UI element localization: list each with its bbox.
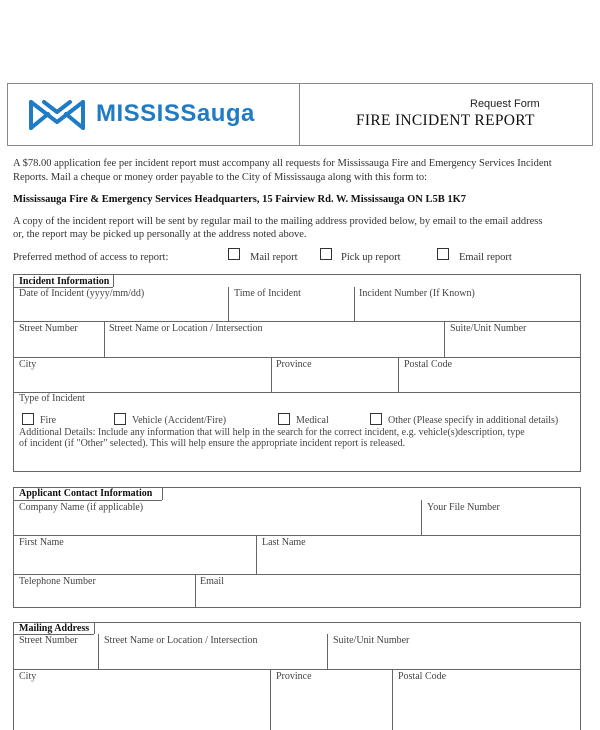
- file-number-field[interactable]: Your File Number: [427, 502, 500, 513]
- access-method-label: Preferred method of access to report:: [13, 252, 169, 263]
- row1-bottom-line: [13, 321, 581, 322]
- form-type-label: Request Form: [470, 98, 540, 110]
- page-title: FIRE INCIDENT REPORT: [356, 112, 535, 129]
- fee-text-line1: A $78.00 application fee per incident report must accompany all requests for Mississauga Fire and Emergency Services Incident: [13, 158, 552, 169]
- mailing-street-name-field[interactable]: Street Name or Location / Intersection: [104, 635, 258, 646]
- type-fire-checkbox[interactable]: [22, 413, 34, 425]
- row1-divider-a: [228, 287, 229, 321]
- mailing-street-number-field[interactable]: Street Number: [19, 635, 78, 646]
- row2-divider-a: [104, 321, 105, 357]
- mailing-city-field[interactable]: City: [19, 671, 37, 682]
- company-name-field[interactable]: Company Name (if applicable): [19, 502, 144, 513]
- row3-divider-a: [271, 357, 272, 392]
- incident-suite-field[interactable]: Suite/Unit Number: [450, 323, 527, 334]
- mailing-postal-field[interactable]: Postal Code: [398, 671, 447, 682]
- incident-section-title: Incident Information: [19, 276, 110, 287]
- mailing-row1-divider-b: [327, 634, 328, 669]
- row2-bottom-line: [13, 357, 581, 358]
- incident-street-number-field[interactable]: Street Number: [19, 323, 78, 334]
- mississauga-logo-icon: [28, 98, 86, 132]
- incident-postal-field[interactable]: Postal Code: [404, 359, 453, 370]
- type-of-incident-label: Type of Incident: [19, 393, 85, 404]
- email-field[interactable]: Email: [200, 576, 224, 587]
- mailing-row2-divider-b: [392, 669, 393, 730]
- incident-street-name-field[interactable]: Street Name or Location / Intersection: [109, 323, 263, 334]
- last-name-field[interactable]: Last Name: [262, 537, 306, 548]
- email-report-label: Email report: [459, 252, 512, 263]
- applicant-row1-divider: [421, 500, 422, 535]
- date-of-incident-field[interactable]: Date of Incident (yyyy/mm/dd): [19, 288, 145, 299]
- logo-cell: [8, 84, 300, 145]
- first-name-field[interactable]: First Name: [19, 537, 64, 548]
- additional-details-line2: of incident (if "Other" selected). This will help ensure the appropriate incident report is released.: [19, 438, 406, 449]
- copy-text-line2: or, the report may be picked up personally at the address noted above.: [13, 229, 307, 240]
- incident-number-field[interactable]: Incident Number (If Known): [359, 288, 475, 299]
- mailing-section-title: Mailing Address: [19, 623, 90, 634]
- type-other-label: Other (Please specify in additional details): [388, 415, 559, 426]
- mail-report-label: Mail report: [250, 252, 298, 263]
- pickup-report-checkbox[interactable]: [320, 248, 332, 260]
- incident-city-field[interactable]: City: [19, 359, 37, 370]
- applicant-row1-bottom: [13, 535, 581, 536]
- type-vehicle-label: Vehicle (Accident/Fire): [132, 415, 227, 426]
- row2-divider-b: [444, 321, 445, 357]
- applicant-row3-divider: [195, 574, 196, 608]
- pickup-report-label: Pick up report: [341, 252, 401, 263]
- hq-address: Mississauga Fire & Emergency Services Headquarters, 15 Fairview Rd. W. Mississauga ON L5B 1K7: [13, 194, 467, 205]
- type-medical-checkbox[interactable]: [278, 413, 290, 425]
- row1-divider-b: [354, 287, 355, 321]
- mailing-title-divider: [94, 622, 95, 634]
- type-fire-label: Fire: [40, 415, 57, 426]
- applicant-title-divider: [162, 487, 163, 500]
- mail-report-checkbox[interactable]: [228, 248, 240, 260]
- mailing-row2-divider-a: [270, 669, 271, 730]
- applicant-row2-divider: [256, 535, 257, 574]
- row3-divider-b: [398, 357, 399, 392]
- email-report-checkbox[interactable]: [437, 248, 449, 260]
- applicant-row2-bottom: [13, 574, 581, 575]
- telephone-field[interactable]: Telephone Number: [19, 576, 96, 587]
- incident-province-field[interactable]: Province: [276, 359, 312, 370]
- mailing-suite-field[interactable]: Suite/Unit Number: [333, 635, 410, 646]
- applicant-title-underline: [13, 500, 162, 501]
- mailing-province-field[interactable]: Province: [276, 671, 312, 682]
- type-other-checkbox[interactable]: [370, 413, 382, 425]
- row3-bottom-line: [13, 392, 581, 393]
- fee-text-line2: Reports. Mail a cheque or money order payable to the City of Mississauga along with this form to:: [13, 172, 428, 183]
- type-vehicle-checkbox[interactable]: [114, 413, 126, 425]
- copy-text-line1: A copy of the incident report will be sent by regular mail to the mailing address provided below, by email to the email address: [13, 216, 543, 227]
- time-of-incident-field[interactable]: Time of Incident: [234, 288, 301, 299]
- applicant-section-title: Applicant Contact Information: [19, 488, 153, 499]
- section-title-divider: [113, 274, 114, 287]
- additional-details-line1: Additional Details: Include any information that will help in the search for the correct incident, e.g. vehicle(s)description, type: [19, 427, 525, 438]
- type-medical-label: Medical: [296, 415, 329, 426]
- mailing-row1-bottom: [13, 669, 581, 670]
- logo-text: MISSISSauga: [96, 100, 255, 127]
- mailing-row1-divider-a: [98, 634, 99, 669]
